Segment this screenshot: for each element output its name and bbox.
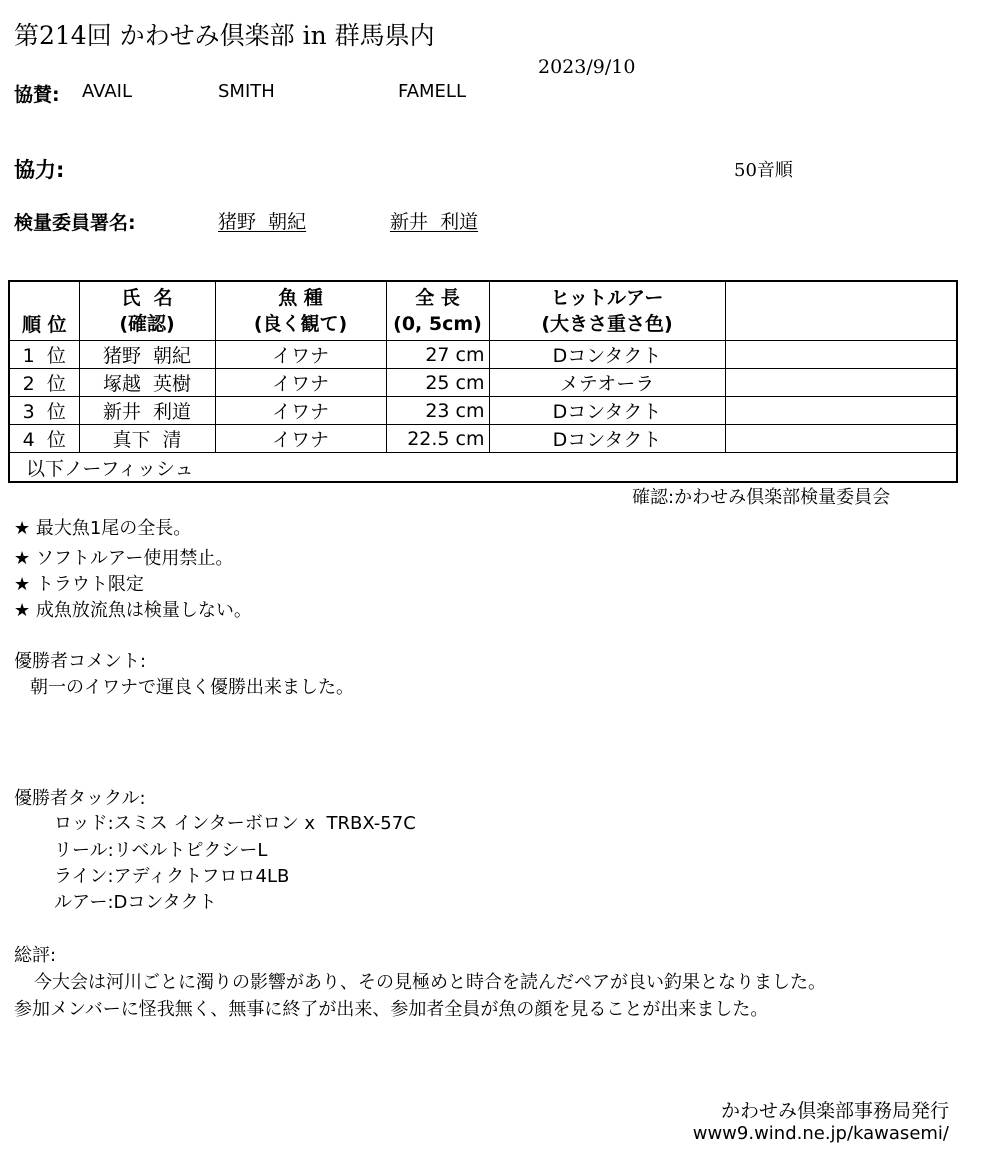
header-species-label: 魚 種 xyxy=(278,287,323,309)
species-cell: イワナ xyxy=(215,341,386,369)
species-cell: イワナ xyxy=(215,425,386,453)
lure-cell: Dコンタクト xyxy=(489,341,725,369)
header-length-label: 全 長 xyxy=(415,287,460,309)
extra-cell xyxy=(725,369,957,397)
page-title: 第214回 かわせみ倶楽部 in 群馬県内 xyxy=(14,21,435,50)
sponsor-name: SMITH xyxy=(218,81,275,102)
no-fish-note: 以下ノーフィッシュ xyxy=(9,453,957,483)
order-note: 50音順 xyxy=(734,160,793,181)
table-header-row xyxy=(9,281,957,341)
length-cell: 23 cm xyxy=(386,397,489,425)
rule-item: ★ ソフトルアー使用禁止。 xyxy=(14,548,234,569)
sponsor-label: 協賛: xyxy=(14,84,60,106)
rank-cell: 1 位 xyxy=(9,341,79,369)
review-line: 今大会は河川ごとに濁りの影響があり、その見極めと時合を読んだペアが良い釣果となりました。 xyxy=(34,972,826,993)
publisher: かわせみ倶楽部事務局発行 xyxy=(720,1100,949,1122)
table-row xyxy=(9,397,957,425)
results-table xyxy=(8,280,958,483)
tackle-item-line: ライン:アディクトフロロ4LB xyxy=(54,866,290,887)
sponsor-name: AVAIL xyxy=(82,81,132,102)
cooperation-label: 協力: xyxy=(14,158,65,182)
table-row xyxy=(9,425,957,453)
rank-cell: 2 位 xyxy=(9,369,79,397)
rank-cell: 4 位 xyxy=(9,425,79,453)
header-extra xyxy=(725,281,957,341)
header-species-sub: (良く観て) xyxy=(253,313,348,335)
rule-item: ★ トラウト限定 xyxy=(14,574,144,595)
species-cell: イワナ xyxy=(215,397,386,425)
sponsor-name: FAMELL xyxy=(398,81,466,102)
tackle-item-rod: ロッド:スミス インターボロン x TRBX-57C xyxy=(54,813,416,834)
lure-cell: Dコンタクト xyxy=(489,425,725,453)
inspector-signature: 猪野 朝紀 xyxy=(218,211,307,233)
no-fish-row xyxy=(9,453,957,483)
name-cell: 猪野 朝紀 xyxy=(79,341,215,369)
header-name-label: 氏 名 xyxy=(121,287,173,309)
rule-item: ★ 成魚放流魚は検量しない。 xyxy=(14,600,252,621)
header-name-sub: (確認) xyxy=(119,313,175,335)
tackle-item-reel: リール:リベルトピクシーL xyxy=(54,840,268,861)
winner-comment-text: 朝一のイワナで運良く優勝出来ました。 xyxy=(30,677,354,698)
inspectors-label: 検量委員署名: xyxy=(14,212,136,234)
species-cell: イワナ xyxy=(215,369,386,397)
event-date: 2023/9/10 xyxy=(538,56,636,78)
extra-cell xyxy=(725,397,957,425)
header-name xyxy=(79,281,215,341)
header-lure-label: ヒットルアー xyxy=(550,287,664,309)
confirmation-note: 確認:かわせみ倶楽部検量委員会 xyxy=(632,487,891,508)
rank-cell: 3 位 xyxy=(9,397,79,425)
winner-tackle-label: 優勝者タックル: xyxy=(14,788,146,809)
length-cell: 25 cm xyxy=(386,369,489,397)
table-row xyxy=(9,341,957,369)
lure-cell: メテオーラ xyxy=(489,369,725,397)
name-cell: 真下 清 xyxy=(79,425,215,453)
review-line: 参加メンバーに怪我無く、無事に終了が出来、参加者全員が魚の顔を見ることが出来ました。 xyxy=(14,999,769,1020)
header-lure xyxy=(489,281,725,341)
table-row xyxy=(9,369,957,397)
extra-cell xyxy=(725,341,957,369)
header-length xyxy=(386,281,489,341)
name-cell: 新井 利道 xyxy=(79,397,215,425)
name-cell: 塚越 英樹 xyxy=(79,369,215,397)
tackle-item-lure: ルアー:Dコンタクト xyxy=(54,892,217,913)
header-species xyxy=(215,281,386,341)
header-length-sub: (0, 5cm) xyxy=(393,313,482,335)
lure-cell: Dコンタクト xyxy=(489,397,725,425)
rule-item: ★ 最大魚1尾の全長。 xyxy=(14,518,192,539)
footer-url[interactable]: www9.wind.ne.jp/kawasemi/ xyxy=(692,1123,949,1144)
header-rank: 順 位 xyxy=(9,281,79,341)
header-lure-sub: (大きさ重さ色) xyxy=(541,313,673,335)
review-label: 総評: xyxy=(14,945,57,966)
winner-comment-label: 優勝者コメント: xyxy=(14,651,147,672)
length-cell: 22.5 cm xyxy=(386,425,489,453)
inspector-signature: 新井 利道 xyxy=(390,211,479,233)
length-cell: 27 cm xyxy=(386,341,489,369)
extra-cell xyxy=(725,425,957,453)
